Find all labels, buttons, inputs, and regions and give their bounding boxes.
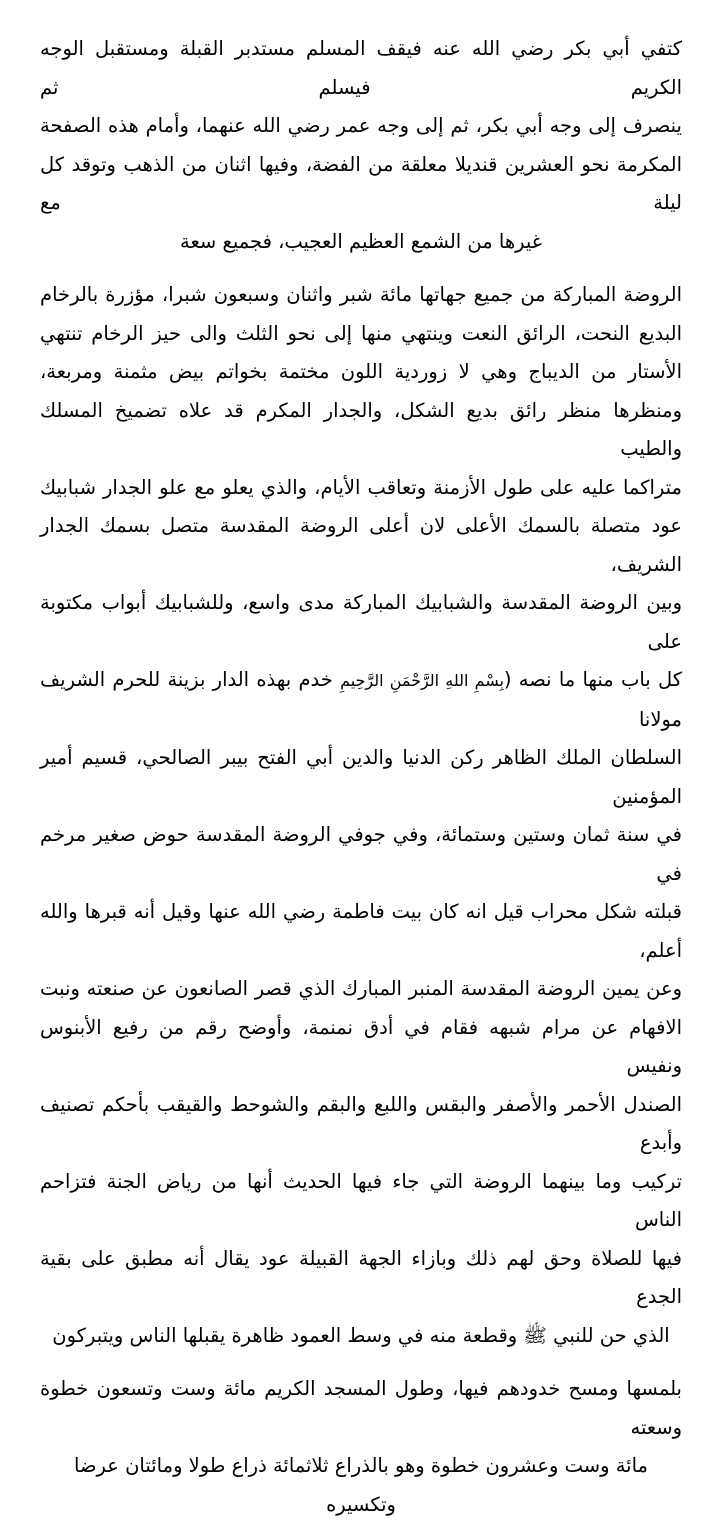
basmala-line-post: خدم بهذه الدار بزينة للحرم الشريف مولانا: [40, 668, 682, 731]
text-line: ومنظرها منظر رائق بديع الشكل، والجدار المكرم قد علاه تضميخ المسلك والطيب: [40, 398, 682, 460]
text-line-prophet-symbol: الذي حن للنبي ﷺ وقطعة منه في وسط العمود ظاهرة يقبلها الناس ويتبركون: [52, 1323, 670, 1347]
text-line-basmala: [40, 661, 682, 739]
text-line: الافهام عن مرام شبهه فقام في أدق نمنمة، وأوضح رقم من رفيع الأبنوس ونفيس: [40, 1015, 682, 1077]
text-line: ينصرف إلى وجه أبي بكر، ثم إلى وجه عمر رضي الله عنهما، وأمام هذه الصفحة: [40, 114, 682, 137]
text-line: غيرها من الشمع العظيم العجيب، فجميع سعة: [180, 229, 542, 253]
text-line: في سنة ثمان وستين وستمائة، وفي جوفي الروضة المقدسة حوض صغير مرخم في: [40, 823, 682, 885]
text-line: الروضة المباركة من جميع جهاتها مائة شبر واثنان وسبعون شبرا، مؤزرة بالرخام: [40, 283, 682, 306]
text-line: فيها للصلاة وحق لهم ذلك وبازاء الجهة القبيلة عود يقال أنه مطبق على بقية الجدع: [40, 1246, 682, 1308]
text-line: البديع النحت، الرائق النعت وينتهي منها إلى نحو الثلث والى حيز الرخام تنتهي: [40, 321, 682, 345]
text-line: مائة وست وعشرون خطوة وهو بالذراع ثلاثمائة ذراع طولا ومائتان عرضا وتكسيره: [74, 1454, 648, 1516]
text-line: قبلته شكل محراب قيل انه كان بيت فاطمة رضي الله عنها وقيل أنه قبرها والله أعلم،: [40, 900, 682, 962]
paragraph-1: [40, 30, 682, 261]
basmala-text: بِسْمِ اللهِ الرَّحْمَنِ الرَّحِيمِ: [340, 671, 504, 690]
text-line: المكرمة نحو العشرين قنديلا معلقة من الفضة، وفيها اثنان من الذهب وتوقد كل ليلة مع: [40, 152, 682, 214]
text-line: عود متصلة بالسمك الأعلى لان أعلى الروضة المقدسة متصل بسمك الجدار الشريف،: [40, 514, 682, 576]
basmala-line-pre: كل باب منها ما نصه (: [503, 668, 683, 691]
text-line: تركيب وما بينهما الروضة التي جاء فيها الحديث أنها من رياض الجنة فتزاحم الناس: [40, 1169, 682, 1231]
text-line: وبين الروضة المقدسة والشبابيك المباركة مدى واسع، وللشبابيك أبواب مكتوبة على: [40, 591, 682, 653]
paragraph-3: [40, 1370, 682, 1524]
text-line: بلمسها ومسح خدودهم فيها، وطول المسجد الكريم مائة وست وتسعون خطوة وسعته: [40, 1377, 682, 1439]
text-line: السلطان الملك الظاهر ركن الدنيا والدين أبي الفتح بيبر الصالحي، قسيم أمير المؤمنين: [40, 746, 682, 808]
text-line: الصندل الأحمر والأصفر والبقس واللبع والبقم والشوحط والقيقب بأحكم تصنيف وأبدع: [40, 1092, 682, 1154]
paragraph-2: [40, 276, 682, 1355]
text-line: الأستار من الديباج وهي لا زوردية اللون مختمة بخواتم بيض مثمنة ومربعة،: [40, 360, 682, 383]
text-line: كتفي أبي بكر رضي الله عنه فيقف المسلم مستدبر القبلة ومستقبل الوجه الكريم فيسلم ثم: [40, 37, 682, 99]
text-line: وعن يمين الروضة المقدسة المنبر المبارك الذي قصر الصانعون عن صنعته ونبت: [40, 977, 682, 1000]
text-line: متراكما عليه على طول الأزمنة وتعاقب الأيام، والذي يعلو مع علو الجدار شبابيك: [40, 475, 682, 499]
